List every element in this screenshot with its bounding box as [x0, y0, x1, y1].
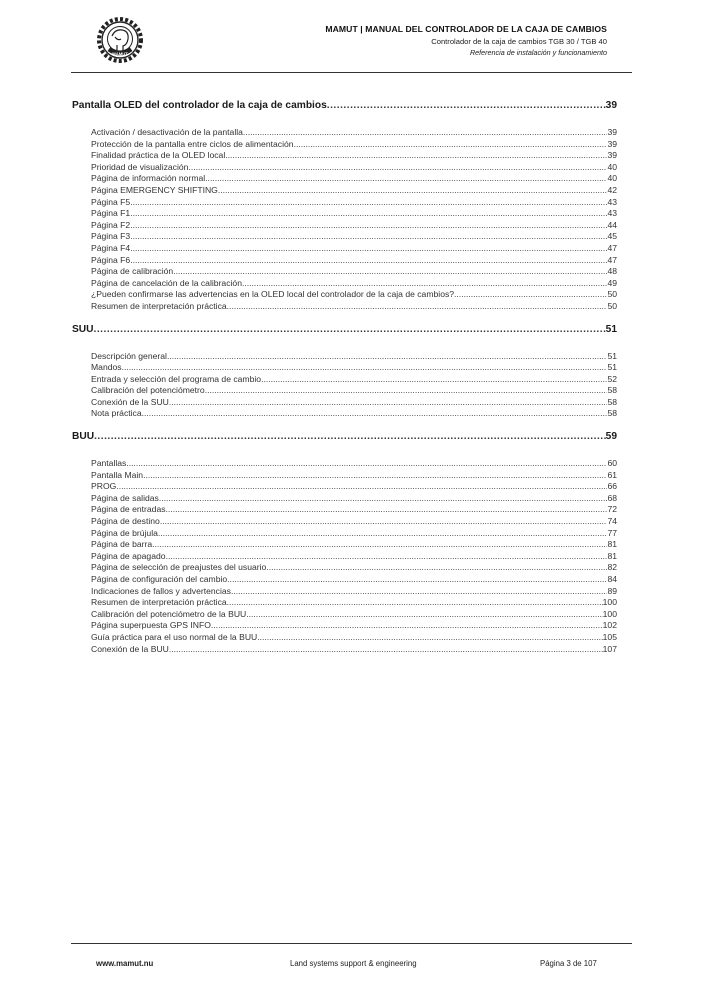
toc-entry-title: Conexión de la SUU: [91, 396, 169, 407]
toc-entry-title: Página superpuesta GPS INFO: [91, 620, 211, 631]
toc-entry-page: 43: [607, 196, 617, 207]
toc-section[interactable]: [72, 430, 617, 443]
toc-entry-page: 45: [607, 231, 617, 242]
toc-entry-page: 81: [607, 550, 617, 561]
toc-leader: [142, 408, 608, 420]
toc-leader: [169, 644, 603, 656]
toc-entry-page: 66: [607, 481, 617, 492]
toc-entry[interactable]: [72, 539, 617, 551]
toc-entry-page: 42: [607, 184, 617, 195]
toc-entry-page: 81: [607, 539, 617, 550]
toc-leader: [257, 632, 602, 644]
toc-entry-title: Página F5: [91, 196, 131, 207]
toc-entry-title: Página de información normal: [91, 173, 206, 184]
toc-entry[interactable]: [72, 493, 617, 505]
toc-entry-page: 77: [607, 527, 617, 538]
toc-entry-page: 50: [607, 300, 617, 311]
toc-leader: [227, 301, 608, 313]
toc-entry-title: Página de brújula: [91, 527, 158, 538]
toc-entry-page: 51: [607, 362, 617, 373]
toc-leader: [130, 208, 607, 220]
toc-entry-page: 47: [607, 242, 617, 253]
toc-leader: [167, 351, 607, 363]
toc-section-title: SUU: [72, 323, 94, 335]
toc-entry-title: Página F4: [91, 242, 131, 253]
toc-leader: [126, 458, 607, 470]
toc-entry-page: 39: [607, 138, 617, 149]
toc-entry-page: 51: [607, 350, 617, 361]
toc-leader: [266, 562, 607, 574]
toc-entry-title: ¿Pueden confirmarse las advertencias en la OLED local del controlador de la caja de cambios?: [91, 289, 455, 300]
toc-leader: [205, 385, 608, 397]
toc-entry-page: 100: [602, 608, 617, 619]
toc-entry[interactable]: [72, 562, 617, 574]
logo-text: MAMUT: [112, 51, 128, 57]
toc-entry[interactable]: [72, 162, 617, 174]
toc-entry-title: Página de apagado: [91, 550, 166, 561]
toc-entry-title: Página de selección de preajustes del usuario: [91, 562, 267, 573]
page-header: [325, 24, 607, 57]
toc-entry[interactable]: [72, 266, 617, 278]
toc-leader: [166, 551, 608, 563]
toc-leader: [227, 597, 603, 609]
footer-website-link[interactable]: www.mamut.nu: [96, 959, 154, 968]
toc-entry-title: Página de cancelación de la calibración: [91, 277, 242, 288]
toc-leader: [261, 374, 607, 386]
toc-leader: [218, 185, 608, 197]
toc-entry[interactable]: [72, 574, 617, 586]
toc-leader: [160, 516, 608, 528]
toc-entry[interactable]: [72, 220, 617, 232]
toc-entry-title: Página F1: [91, 208, 131, 219]
toc-entry-page: 84: [607, 574, 617, 584]
toc-entry[interactable]: [72, 504, 617, 516]
toc-entry[interactable]: [72, 458, 617, 470]
toc-entry-title: Guía práctica para el uso normal de la BUU: [91, 631, 258, 642]
toc-entry-page: 50: [607, 289, 617, 300]
toc-entry-title: Pantalla Main: [91, 469, 144, 480]
toc-entry-page: 48: [607, 266, 617, 277]
toc-leader: [231, 586, 607, 598]
toc-entry-title: Página de entradas: [91, 504, 166, 515]
toc-leader: [130, 220, 607, 232]
toc-section-items: [72, 458, 617, 655]
mamut-gear-logo-icon: [95, 15, 145, 65]
toc-entry-page: 74: [607, 516, 617, 527]
toc-entry-title: Página de configuración del cambio: [91, 574, 228, 584]
toc-leader: [169, 397, 608, 409]
toc-entry-title: Nota práctica: [91, 408, 142, 419]
toc-entry-title: Prioridad de visualización: [91, 161, 189, 172]
footer-page-number: Página 3 de 107: [540, 959, 597, 968]
toc-leader: [122, 362, 608, 374]
toc-section-items: [72, 351, 617, 421]
toc-leader: [242, 278, 607, 290]
toc-leader: [227, 574, 607, 586]
toc-entry-title: Resumen de interpretación práctica: [91, 300, 227, 311]
toc-entry[interactable]: [72, 551, 617, 563]
toc-entry-page: 52: [607, 373, 617, 384]
toc-entry-page: 105: [602, 631, 617, 642]
toc-leader: [94, 323, 606, 336]
toc-entry-title: Entrada y selección del programa de cambio: [91, 373, 262, 384]
toc-entry-title: Calibración del potenciómetro de la BUU: [91, 608, 247, 619]
toc-leader: [246, 609, 602, 621]
toc-section-page: 59: [605, 431, 617, 443]
toc-leader: [130, 231, 607, 243]
toc-entry-title: Indicaciones de fallos y advertencias: [91, 585, 231, 596]
footer-divider: [71, 943, 632, 944]
toc-entry[interactable]: [72, 197, 617, 209]
toc-section-items: [72, 127, 617, 313]
toc-entry[interactable]: [72, 586, 617, 598]
toc-entry-title: Pantallas: [91, 458, 127, 469]
toc-entry[interactable]: [72, 173, 617, 185]
toc-entry-title: Activación / desactivación de la pantalla: [91, 127, 243, 137]
toc-section[interactable]: [72, 99, 617, 112]
toc-entry[interactable]: [72, 528, 617, 540]
toc-entry-page: 47: [607, 254, 617, 265]
toc-entry[interactable]: [72, 231, 617, 243]
toc-entry-title: Protección de la pantalla entre ciclos de alimentación: [91, 138, 294, 149]
toc-entry-title: Página de calibración: [91, 266, 174, 277]
toc-entry-page: 39: [607, 127, 617, 137]
toc-leader: [130, 255, 607, 267]
toc-section-page: 51: [605, 323, 617, 335]
toc-entry[interactable]: [72, 243, 617, 255]
toc-leader: [188, 162, 607, 174]
toc-leader: [225, 150, 607, 162]
toc-entry[interactable]: [72, 278, 617, 290]
toc-entry[interactable]: [72, 597, 617, 609]
toc-entry-page: 100: [602, 597, 617, 608]
toc-entry[interactable]: [72, 470, 617, 482]
toc-entry[interactable]: [72, 620, 617, 632]
toc-entry-page: 82: [607, 562, 617, 573]
toc-entry[interactable]: [72, 408, 617, 420]
toc-entry[interactable]: [72, 139, 617, 151]
toc-leader: [211, 620, 603, 632]
toc-entry[interactable]: [72, 609, 617, 621]
toc-entry-title: Descripción general: [91, 350, 167, 361]
toc-entry[interactable]: [72, 397, 617, 409]
toc-leader: [294, 139, 608, 151]
header-divider: [71, 72, 632, 73]
toc-entry-page: 89: [607, 585, 617, 596]
toc-leader: [130, 197, 607, 209]
toc-section[interactable]: [72, 323, 617, 336]
toc-entry-title: Página de barra: [91, 539, 153, 550]
toc-entry-page: 49: [607, 277, 617, 288]
toc-leader: [173, 266, 607, 278]
toc-entry-title: Mandos: [91, 362, 122, 373]
toc-leader: [166, 504, 608, 516]
toc-entry[interactable]: [72, 644, 617, 656]
toc-leader: [205, 173, 607, 185]
toc-entry[interactable]: [72, 208, 617, 220]
toc-entry-page: 60: [607, 458, 617, 469]
toc-entry[interactable]: [72, 255, 617, 267]
toc-entry-page: 58: [607, 385, 617, 396]
header-subtitle: Controlador de la caja de cambios TGB 30 / TGB 40: [431, 37, 607, 46]
toc-entry-title: Página de salidas: [91, 492, 159, 503]
toc-entry-title: Conexión de la BUU: [91, 643, 169, 654]
toc-leader: [159, 493, 608, 505]
toc-section-page: 39: [605, 100, 617, 111]
toc-entry-title: Resumen de interpretación práctica: [91, 597, 227, 608]
toc-entry-title: Página F2: [91, 219, 131, 230]
toc-section-title: BUU: [72, 431, 95, 443]
toc-entry[interactable]: [72, 374, 617, 386]
toc-entry-title: Página F6: [91, 254, 131, 265]
toc-entry-page: 58: [607, 408, 617, 419]
toc-entry[interactable]: [72, 289, 617, 301]
toc-entry-page: 39: [607, 150, 617, 161]
toc-entry[interactable]: [72, 150, 617, 162]
toc-entry[interactable]: [72, 385, 617, 397]
toc-entry-title: Finalidad práctica de la OLED local: [91, 150, 226, 161]
header-reference: Referencia de instalación y funcionamiento: [469, 48, 607, 57]
toc-entry-page: 40: [607, 161, 617, 172]
toc-entry-title: Página EMERGENCY SHIFTING: [91, 184, 218, 195]
toc-entry-title: PROG: [91, 481, 117, 492]
toc-entry-title: Página de destino: [91, 516, 160, 527]
toc-entry-page: 40: [607, 173, 617, 184]
toc-entry-title: Página F3: [91, 231, 131, 242]
toc-entry-page: 72: [607, 504, 617, 515]
toc-entry-page: 107: [602, 643, 617, 654]
toc-entry[interactable]: [72, 301, 617, 313]
toc-entry[interactable]: [72, 362, 617, 374]
toc-entry-page: 68: [607, 492, 617, 503]
toc-entry-page: 58: [607, 396, 617, 407]
toc-entry[interactable]: [72, 185, 617, 197]
toc-entry-title: Calibración del potenciómetro: [91, 385, 205, 396]
table-of-contents: [72, 99, 617, 655]
toc-leader: [143, 470, 607, 482]
toc-leader: [116, 481, 607, 493]
toc-leader: [327, 99, 606, 112]
header-title: MAMUT | MANUAL DEL CONTROLADOR DE LA CAJA DE CAMBIOS: [325, 24, 607, 34]
toc-entry[interactable]: [72, 632, 617, 644]
toc-entry-page: 102: [602, 620, 617, 631]
toc-leader: [158, 528, 608, 540]
toc-entry[interactable]: [72, 127, 617, 139]
toc-leader: [454, 289, 607, 301]
toc-leader: [243, 127, 608, 139]
toc-entry-page: 61: [607, 469, 617, 480]
toc-entry[interactable]: [72, 481, 617, 493]
toc-entry[interactable]: [72, 516, 617, 528]
toc-leader: [152, 539, 607, 551]
toc-entry-page: 43: [607, 208, 617, 219]
toc-leader: [94, 430, 606, 443]
toc-leader: [130, 243, 607, 255]
toc-entry[interactable]: [72, 351, 617, 363]
footer-tagline: Land systems support & engineering: [290, 959, 417, 968]
toc-entry-page: 44: [607, 219, 617, 230]
toc-section-title: Pantalla OLED del controlador de la caja de cambios: [72, 100, 327, 111]
